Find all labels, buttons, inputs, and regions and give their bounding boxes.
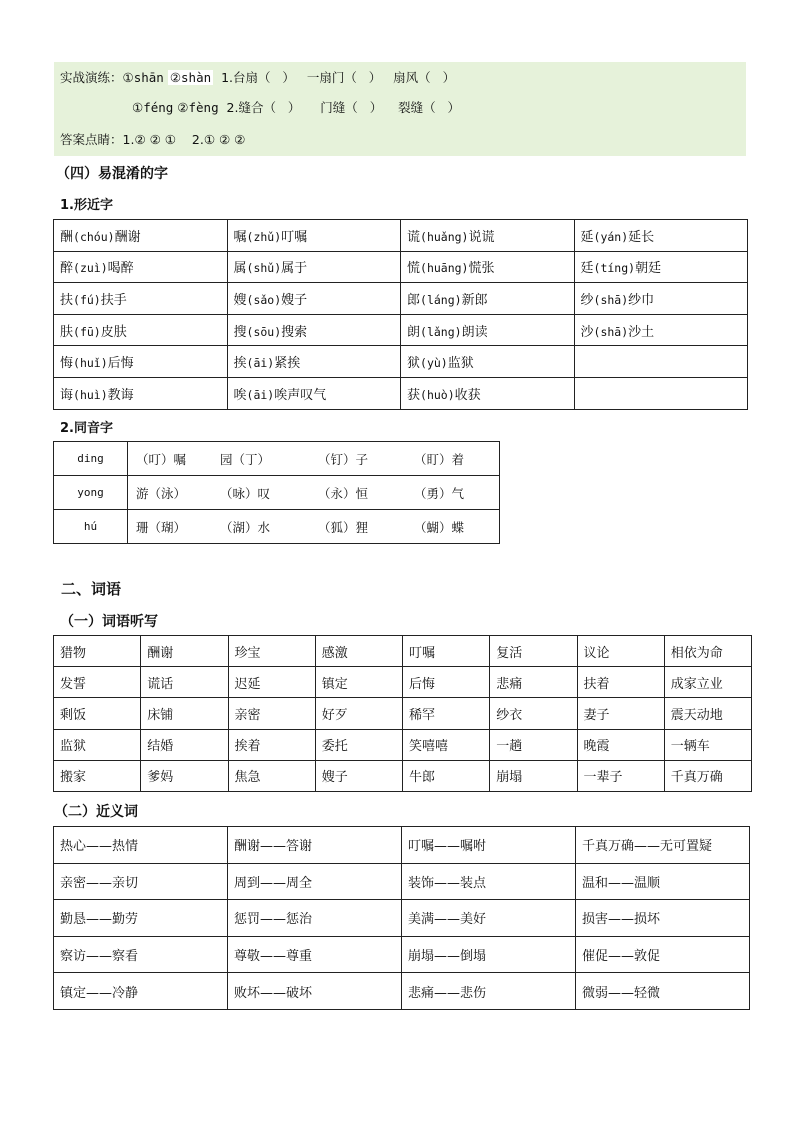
similar-char-cell: [401, 314, 575, 346]
pinyin: (āi): [246, 356, 275, 371]
similar-char-cell: [227, 314, 401, 346]
dictation-word: 议论: [577, 636, 664, 667]
dictation-word: 纱衣: [490, 698, 577, 729]
homophone-label: ding: [54, 442, 128, 476]
dictation-word: 妻子: [577, 698, 664, 729]
dictation-word: 珍宝: [228, 636, 315, 667]
practice-row-2: [132, 98, 460, 118]
dictation-word: 剩饭: [54, 698, 141, 729]
dictation-word: 爹妈: [141, 760, 228, 791]
synonym-pair: 损害——损坏: [576, 900, 750, 937]
char: 唉: [233, 387, 247, 403]
pinyin: (huǎng): [420, 229, 469, 244]
example-word: 后悔: [107, 356, 134, 372]
char: 谎: [407, 229, 421, 245]
dictation-word: 扶着: [577, 667, 664, 698]
dictation-word: 成家立业: [664, 667, 751, 698]
pinyin: (zuì): [73, 261, 108, 276]
dictation-word: 结婚: [141, 729, 228, 760]
synonym-pair: 勤恳——勤劳: [54, 900, 228, 937]
synonym-pair: 察访——察看: [54, 936, 228, 973]
dictation-word: 监狱: [54, 729, 141, 760]
pinyin-option-2: ②shàn: [169, 70, 212, 85]
pinyin: (shǔ): [246, 261, 282, 276]
dictation-word: 挨着: [228, 729, 315, 760]
practice-row-1: [60, 68, 455, 88]
pinyin-option-2: ②fèng: [177, 100, 219, 115]
similar-char-cell: [227, 220, 401, 252]
similar-char-cell: [227, 377, 401, 409]
table-row: [54, 510, 500, 544]
pinyin: (tíng): [593, 261, 636, 276]
similar-char-cell: [401, 377, 575, 409]
practice-items-1: 1.台扇（ ） 一扇门（ ） 扇风（ ）: [213, 70, 456, 85]
homophone-word: 游（泳）: [136, 486, 187, 501]
homophone-word: （湖）水: [220, 520, 271, 535]
synonym-pair: 亲密——亲切: [54, 863, 228, 900]
dictation-table: [53, 635, 752, 792]
dictation-word: 悲痛: [490, 667, 577, 698]
char: 慌: [407, 261, 421, 277]
similar-char-cell: [227, 346, 401, 378]
table-row: [54, 251, 748, 283]
homophone-word: （勇）气: [414, 486, 465, 501]
pinyin: (huì): [73, 387, 108, 402]
pinyin: (lǎng): [420, 324, 462, 339]
similar-char-cell: [54, 251, 228, 283]
similar-char-cell: [54, 283, 228, 315]
pinyin: (chóu): [73, 229, 115, 244]
synonyms-heading: （二）近义词: [54, 804, 138, 820]
char: 延: [580, 229, 594, 245]
answer-row: [60, 130, 245, 150]
pinyin: (sǎo): [246, 292, 282, 307]
synonym-pair: 周到——周全: [228, 863, 402, 900]
dictation-word: 晚霞: [577, 729, 664, 760]
section-confusing-heading: （四）易混淆的字: [56, 166, 168, 182]
synonym-pair: 千真万确——无可置疑: [576, 827, 750, 864]
homophone-words: [128, 510, 500, 544]
example-word: 收获: [454, 387, 481, 403]
char: 诲: [60, 387, 74, 403]
example-word: 说谎: [468, 229, 495, 245]
homophone-word: （叮）嘱: [136, 452, 187, 467]
synonym-pair: 惩罚——惩治: [228, 900, 402, 937]
similar-char-cell: [574, 220, 748, 252]
char: 扶: [60, 292, 74, 308]
example-word: 沙土: [628, 324, 655, 340]
answer-label: 答案点睛：: [60, 132, 123, 147]
example-word: 嫂子: [281, 292, 308, 308]
pinyin: (āi): [246, 387, 275, 402]
example-word: 搜索: [281, 324, 308, 340]
dictation-word: 镇定: [315, 667, 402, 698]
homophone-label: hú: [54, 510, 128, 544]
table-row: [54, 636, 752, 667]
char: 廷: [580, 261, 594, 277]
dictation-word: 亲密: [228, 698, 315, 729]
example-word: 喝醉: [107, 261, 134, 277]
example-word: 朗读: [461, 324, 488, 340]
dictation-word: 稀罕: [403, 698, 490, 729]
dictation-word: 猎物: [54, 636, 141, 667]
similar-char-cell: [401, 251, 575, 283]
homophone-word: （盯）着: [414, 452, 465, 467]
dictation-word: 牛郎: [403, 760, 490, 791]
dictation-word: 酬谢: [141, 636, 228, 667]
synonym-pair: 微弱——轻微: [576, 973, 750, 1010]
pinyin: (láng): [420, 292, 462, 307]
similar-char-cell: [401, 220, 575, 252]
dictation-word: 复活: [490, 636, 577, 667]
homophone-word: （钉）子: [318, 452, 369, 467]
synonym-pair: 催促——敦促: [576, 936, 750, 973]
char: 纱: [580, 292, 594, 308]
char: 挨: [233, 356, 247, 372]
table-row: [54, 973, 750, 1010]
char: 搜: [233, 324, 247, 340]
homophone-word: 园（丁）: [220, 452, 271, 467]
pinyin: (yán): [593, 229, 629, 244]
homophone-word: （咏）叹: [220, 486, 271, 501]
similar-chars-heading: 1.形近字: [60, 198, 113, 213]
dictation-heading: （一）词语听写: [60, 614, 158, 630]
dictation-word: 委托: [315, 729, 402, 760]
example-word: 唉声叹气: [274, 387, 327, 403]
dictation-word: 焦急: [228, 760, 315, 791]
table-row: [54, 729, 752, 760]
homophone-words: [128, 476, 500, 510]
similar-char-cell: [401, 283, 575, 315]
char: 属: [233, 261, 247, 277]
answer-text: 1.② ② ① 2.① ② ②: [122, 132, 246, 147]
similar-char-cell: [574, 346, 748, 378]
pinyin: (fú): [73, 292, 101, 307]
char: 朗: [407, 324, 421, 340]
pinyin: (huò): [420, 387, 455, 402]
synonym-pair: 叮嘱——嘱咐: [402, 827, 576, 864]
char: 醉: [60, 261, 74, 277]
dictation-word: 笑嘻嘻: [403, 729, 490, 760]
dictation-word: 嫂子: [315, 760, 402, 791]
example-word: 皮肤: [100, 324, 127, 340]
synonyms-table: [53, 826, 750, 1010]
synonym-pair: 崩塌——倒塌: [402, 936, 576, 973]
table-row: [54, 283, 748, 315]
homophone-heading: 2.同音字: [60, 421, 113, 436]
table-row: [54, 346, 748, 378]
example-word: 朝廷: [635, 261, 662, 277]
similar-char-cell: [574, 251, 748, 283]
dictation-word: 一趟: [490, 729, 577, 760]
synonym-pair: 美满——美好: [402, 900, 576, 937]
example-word: 延长: [628, 229, 655, 245]
similar-char-cell: [574, 377, 748, 409]
example-word: 慌张: [468, 261, 495, 277]
synonym-pair: 败坏——破坏: [228, 973, 402, 1010]
homophone-word: （永）恒: [318, 486, 369, 501]
dictation-word: 床铺: [141, 698, 228, 729]
similar-char-cell: [227, 251, 401, 283]
dictation-word: 崩塌: [490, 760, 577, 791]
similar-char-cell: [401, 346, 575, 378]
char: 嘱: [233, 229, 247, 245]
table-row: [54, 863, 750, 900]
char: 获: [407, 387, 421, 403]
pinyin: (sōu): [246, 324, 282, 339]
example-word: 扶手: [100, 292, 127, 308]
dictation-word: 搬家: [54, 760, 141, 791]
char: 狱: [407, 356, 421, 372]
synonym-pair: 悲痛——悲伤: [402, 973, 576, 1010]
example-word: 纱巾: [628, 292, 655, 308]
pinyin: (huǐ): [73, 356, 108, 371]
homophone-label: yong: [54, 476, 128, 510]
char: 郎: [407, 292, 421, 308]
char: 酬: [60, 229, 74, 245]
similar-char-cell: [574, 314, 748, 346]
similar-char-cell: [227, 283, 401, 315]
table-row: [54, 314, 748, 346]
example-word: 酬谢: [114, 229, 141, 245]
dictation-word: 发誓: [54, 667, 141, 698]
homophone-table: [53, 441, 500, 544]
synonym-pair: 温和——温顺: [576, 863, 750, 900]
practice-label: 实战演练：: [60, 70, 123, 85]
synonym-pair: 热心——热情: [54, 827, 228, 864]
homophone-word: （蝴）蝶: [414, 520, 465, 535]
pinyin: (shā): [593, 292, 629, 307]
table-row: [54, 698, 752, 729]
section-words-heading: 二、词语: [61, 580, 122, 598]
example-word: 教诲: [107, 387, 134, 403]
char: 嫂: [233, 292, 247, 308]
dictation-word: 叮嘱: [403, 636, 490, 667]
homophone-words: [128, 442, 500, 476]
dictation-word: 一辈子: [577, 760, 664, 791]
pinyin-option-1: ①shān: [122, 70, 164, 85]
dictation-word: 感激: [315, 636, 402, 667]
table-row: [54, 760, 752, 791]
table-row: [54, 476, 500, 510]
pinyin: (huāng): [420, 261, 469, 276]
char: 肤: [60, 324, 74, 340]
synonym-pair: 尊敬——尊重: [228, 936, 402, 973]
char: 沙: [580, 324, 594, 340]
similar-char-cell: [54, 346, 228, 378]
similar-char-cell: [54, 220, 228, 252]
synonym-pair: 装饰——装点: [402, 863, 576, 900]
table-row: [54, 442, 500, 476]
example-word: 监狱: [447, 356, 474, 372]
similar-char-cell: [54, 314, 228, 346]
dictation-word: 后悔: [403, 667, 490, 698]
similar-chars-table: [53, 219, 748, 410]
example-word: 属于: [281, 261, 308, 277]
synonym-pair: 镇定——冷静: [54, 973, 228, 1010]
dictation-word: 迟延: [228, 667, 315, 698]
dictation-word: 震天动地: [664, 698, 751, 729]
dictation-word: 相依为命: [664, 636, 751, 667]
synonym-pair: 酬谢——答谢: [228, 827, 402, 864]
table-row: [54, 936, 750, 973]
pinyin: (yù): [420, 356, 448, 371]
table-row: [54, 220, 748, 252]
pinyin-option-1: ①féng: [132, 100, 174, 115]
pinyin: (fū): [73, 324, 101, 339]
table-row: [54, 667, 752, 698]
dictation-word: 谎话: [141, 667, 228, 698]
similar-char-cell: [54, 377, 228, 409]
dictation-word: 一辆车: [664, 729, 751, 760]
similar-char-cell: [574, 283, 748, 315]
pinyin: (shā): [593, 324, 629, 339]
dictation-word: 千真万确: [664, 760, 751, 791]
pinyin: (zhǔ): [246, 229, 282, 244]
practice-box: [54, 62, 746, 156]
example-word: 新郎: [461, 292, 488, 308]
table-row: [54, 827, 750, 864]
char: 悔: [60, 356, 74, 372]
table-row: [54, 900, 750, 937]
homophone-word: 珊（瑚）: [136, 520, 187, 535]
example-word: 叮嘱: [281, 229, 308, 245]
homophone-word: （狐）狸: [318, 520, 369, 535]
dictation-word: 好歹: [315, 698, 402, 729]
table-row: [54, 377, 748, 409]
practice-items-2: 2.缝合（ ） 门缝（ ） 裂缝（ ）: [218, 100, 461, 115]
example-word: 紧挨: [274, 356, 301, 372]
